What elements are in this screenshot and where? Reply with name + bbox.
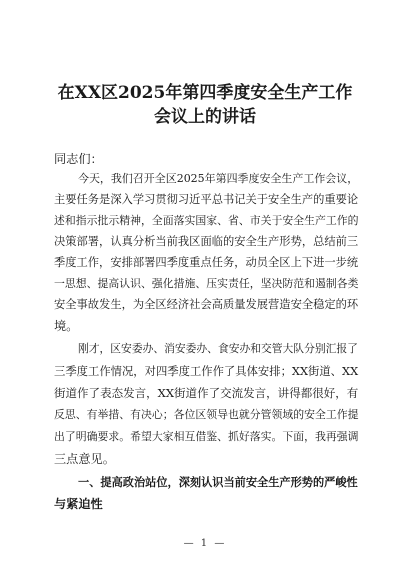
- paragraph-2-line: 出了明确要求。希望大家相互借鉴、抓好落实。下面，我再强调: [54, 430, 359, 443]
- section-heading-line-2: 与紧迫性: [54, 497, 103, 511]
- paragraph-1-line: 述和指示批示精神，全面落实国家、省、市关于安全生产工作的: [54, 214, 359, 227]
- paragraph-1-line: 决策部署，认真分析当前我区面临的安全生产形势，总结前三: [54, 235, 359, 248]
- page-number: — 1 —: [183, 538, 227, 549]
- paragraph-1-line: 今天，我们召开全区2025年第四季度安全生产工作会议，: [78, 172, 359, 185]
- paragraph-1-line: 一思想、提高认识、强化措施、压实责任，坚决防范和遏制各类: [54, 277, 359, 290]
- paragraph-1-line: 季度工作，安排部署四季度重点任务，动员全区上下进一步统: [54, 256, 359, 269]
- section-heading-line-1: 一、提高政治站位，深刻认识当前安全生产形势的严峻性: [78, 475, 358, 489]
- paragraph-2-line: 三点意见。: [54, 452, 115, 466]
- paragraph-2-line: 街道作了表态发言，XX街道作了交流发言，讲得都很好，有: [54, 386, 359, 400]
- paragraph-2-line: 三季度工作情况，对四季度工作作了具体安排；XX街道、XX: [54, 364, 359, 378]
- paragraph-1-line: 安全事故发生，为全区经济社会高质量发展营造安全稳定的环: [54, 298, 359, 311]
- paragraph-2-line: 反思、有举措、有决心；各位区领导也就分管领域的安全工作提: [54, 408, 359, 421]
- paragraph-1-line: 境。: [54, 319, 79, 333]
- paragraph-2-line: 刚才，区安委办、消安委办、食安办和交管大队分别汇报了: [78, 342, 358, 355]
- document-title-line-2: 会议上的讲话: [154, 107, 256, 127]
- document-title-line-1: 在XX区2025年第四季度安全生产工作: [57, 83, 353, 103]
- salutation: 同志们：: [54, 152, 103, 166]
- paragraph-1-line: 主要任务是深入学习贯彻习近平总书记关于安全生产的重要论: [54, 193, 359, 206]
